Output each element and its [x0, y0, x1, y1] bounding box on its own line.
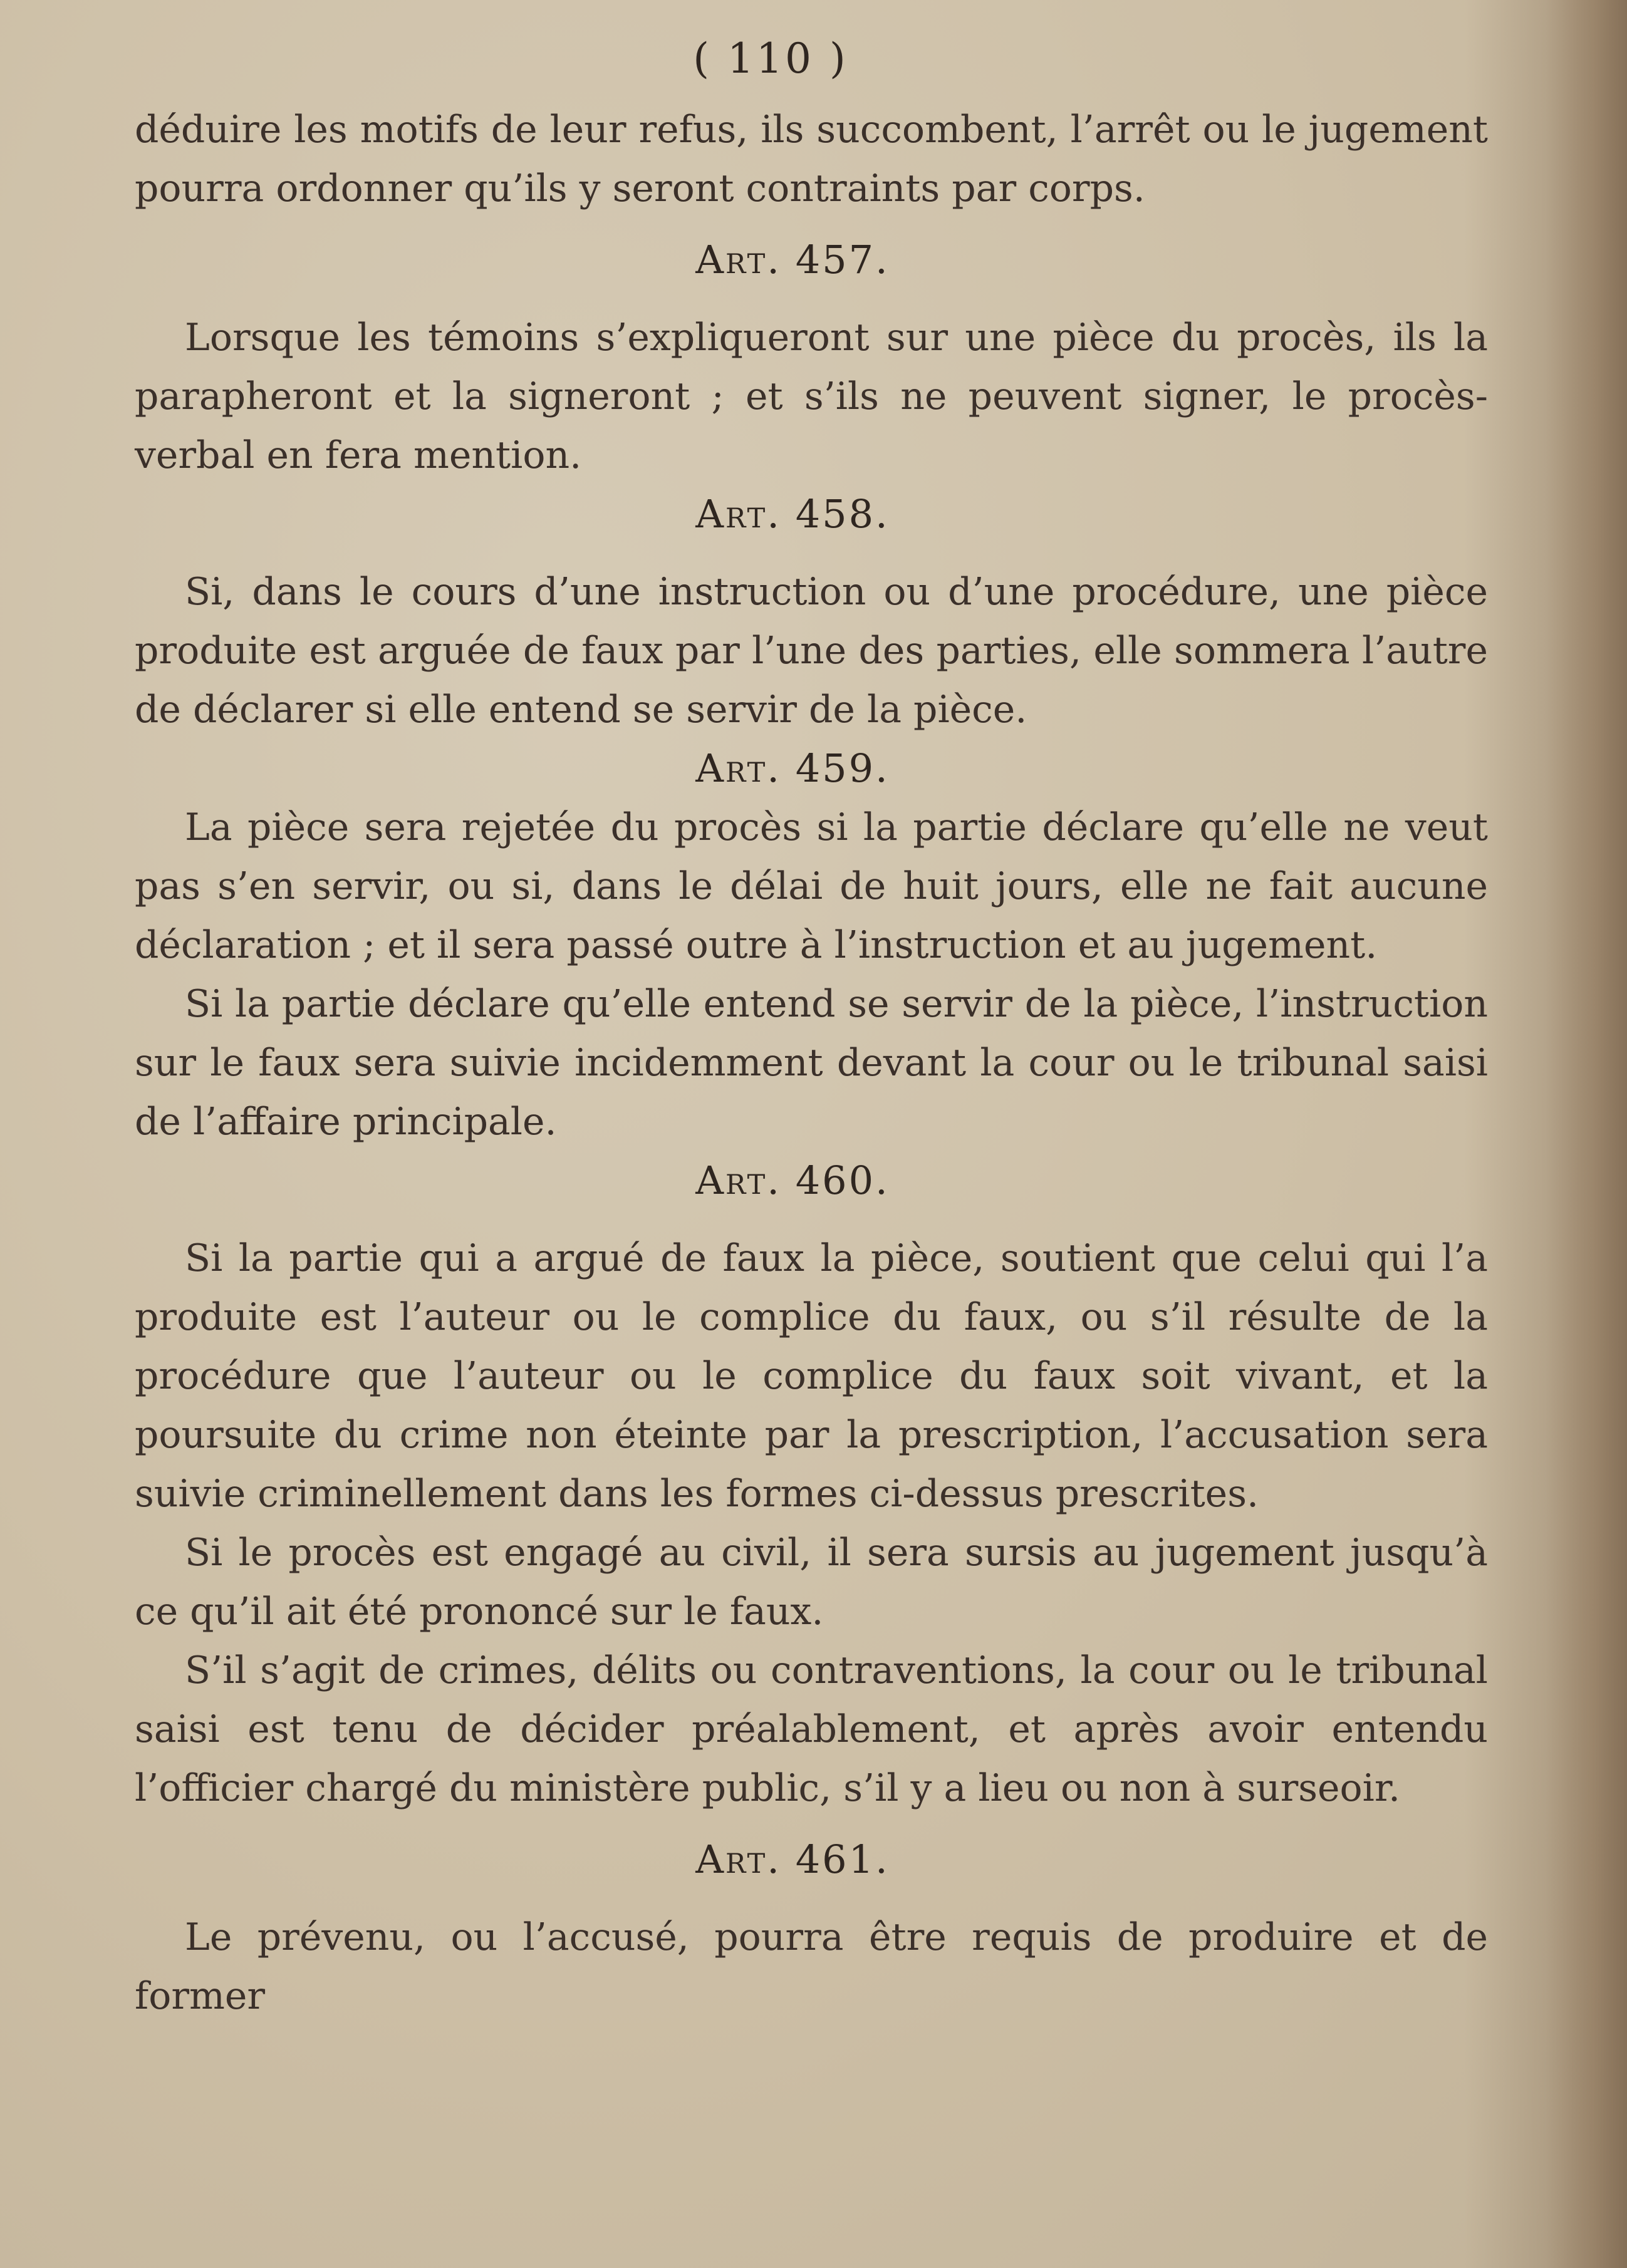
article-461-paragraph: Le prévenu, ou l’accusé, pourra être requis de produire et de former [135, 1915, 1488, 2018]
article-heading-461: Art. 461. [695, 1836, 890, 1882]
article-458-paragraph: Si, dans le cours d’une instruction ou d’une procédure, une pièce produite est arguée de faux par l’une des parties, elle sommera l’autre de déclarer si elle entend se servir de la pièce. [135, 570, 1488, 732]
article-heading-457: Art. 457. [695, 237, 890, 282]
page-body [135, 100, 1488, 2026]
article-459-paragraph-2: Si la partie déclare qu’elle entend se servir de la pièce, l’instruction sur le faux sera suivie incidemment devant la cour ou le tribunal saisi de l’affaire principale. [135, 982, 1488, 1144]
article-459-paragraph-1: La pièce sera rejetée du procès si la partie déclare qu’elle ne veut pas s’en servir, ou si, dans le délai de huit jours, elle ne fait aucune déclaration ; et il sera passé outre à l’instruction et au jugement. [135, 805, 1488, 967]
article-heading-460: Art. 460. [695, 1157, 890, 1203]
article-heading-458: Art. 458. [695, 491, 890, 537]
page-gutter-shadow [1546, 0, 1627, 2268]
article-460-paragraph-2: Si le procès est engagé au civil, il sera sursis au jugement jusqu’à ce qu’il ait été prononcé sur le faux. [135, 1531, 1488, 1634]
article-460-paragraph-3: S’il s’agit de crimes, délits ou contraventions, la cour ou le tribunal saisi est tenu de décider préalablement, et après avoir entendu l’officier chargé du ministère public, s’il y a lieu ou non à surseoir. [135, 1649, 1488, 1810]
page-number: ( 110 ) [693, 34, 848, 83]
article-heading-459: Art. 459. [695, 745, 890, 791]
article-460-paragraph-1: Si la partie qui a argué de faux la pièce, soutient que celui qui l’a produite est l’auteur ou le complice du faux, ou s’il résulte de la procédure que l’auteur ou le complice du faux soit vivant, et la poursuite du crime non éteinte par la prescription, l’accusation sera suivie criminellement dans les formes ci-dessus prescrites. [135, 1236, 1488, 1516]
article-457-paragraph: Lorsque les témoins s’expliqueront sur une pièce du procès, ils la parapheront et la signeront ; et s’ils ne peuvent signer, le procès-verbal en fera mention. [135, 316, 1488, 477]
continuation-paragraph: déduire les motifs de leur refus, ils succombent, l’arrêt ou le jugement pourra ordonner qu’ils y seront contraints par corps. [135, 108, 1488, 210]
